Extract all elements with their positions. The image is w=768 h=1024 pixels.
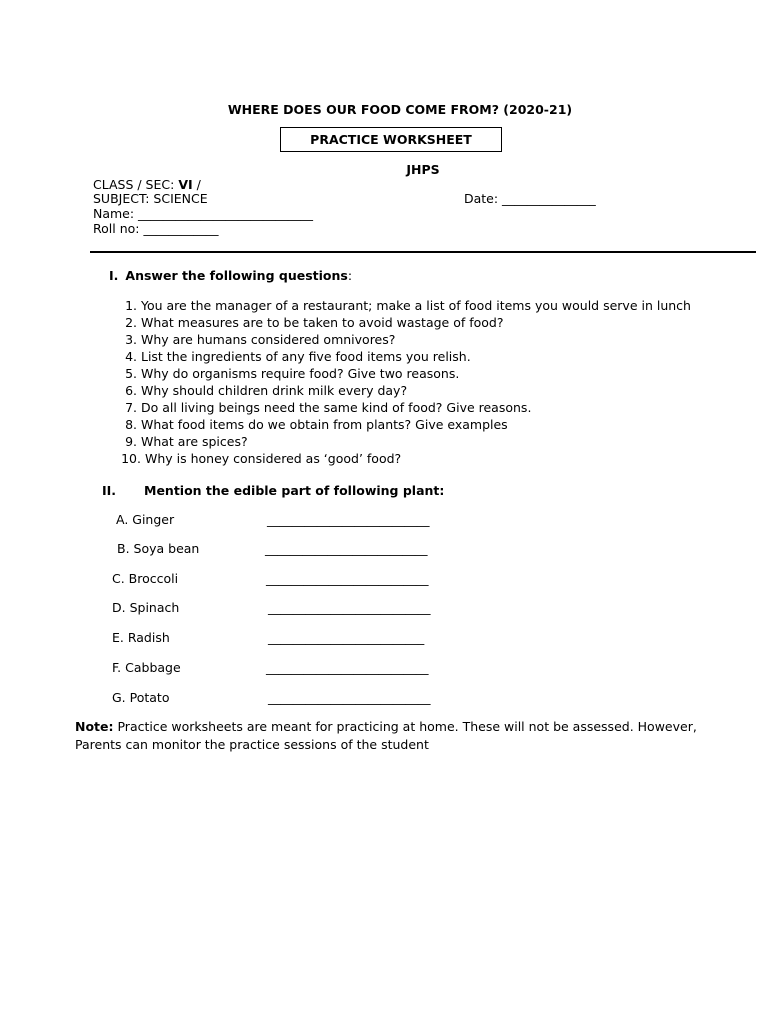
school-name: JHPS: [406, 162, 440, 177]
question-item: 6. Why should children drink milk every day?: [125, 383, 408, 398]
section-1-heading: [109, 268, 352, 283]
note-label: Note:: [75, 719, 114, 734]
section-1-title: Answer the following questions: [125, 268, 348, 283]
horizontal-divider: [90, 251, 756, 253]
question-item: 8. What food items do we obtain from plants? Give examples: [125, 417, 508, 432]
plant-row: [0, 600, 768, 618]
answer-blank: __________________________: [266, 660, 429, 675]
plant-label: F. Cabbage: [112, 660, 181, 675]
answer-blank: __________________________: [268, 600, 431, 615]
plant-row: [0, 512, 768, 530]
class-label: CLASS / SEC:: [93, 177, 179, 192]
answer-blank: __________________________: [266, 571, 429, 586]
question-list: [116, 297, 691, 467]
question-item: 1. You are the manager of a restaurant; make a list of food items you would serve in lunch: [125, 298, 691, 313]
note-paragraph: [75, 718, 735, 754]
question-item: 4. List the ingredients of any five food items you relish.: [125, 349, 471, 364]
section-2-title: Mention the edible part of following plant:: [144, 483, 445, 498]
section-1-numeral: I.: [109, 268, 119, 283]
note-text: Practice worksheets are meant for practicing at home. These will not be assessed. However, Parents can monitor the practice sessions of the student: [75, 719, 697, 752]
class-section-field: [93, 177, 201, 192]
question-item: 9. What are spices?: [125, 434, 248, 449]
answer-blank: __________________________: [267, 512, 430, 527]
section-2-heading: [102, 483, 444, 498]
date-field: Date: _______________: [464, 191, 596, 206]
question-item: 2. What measures are to be taken to avoid wastage of food?: [125, 315, 504, 330]
question-item: 7. Do all living beings need the same kind of food? Give reasons.: [125, 400, 532, 415]
plant-row: [0, 630, 768, 648]
plant-row: [0, 571, 768, 589]
answer-blank: __________________________: [268, 690, 431, 705]
plant-label: B. Soya bean: [117, 541, 200, 556]
subject-field: SUBJECT: SCIENCE: [93, 191, 208, 206]
worksheet-title: WHERE DOES OUR FOOD COME FROM? (2020-21): [227, 102, 573, 117]
question-item: 10. Why is honey considered as ‘good’ food?: [121, 451, 402, 466]
plant-row: [0, 660, 768, 678]
plant-row: [0, 541, 768, 559]
answer-blank: __________________________: [265, 541, 428, 556]
class-suffix: /: [192, 177, 201, 192]
practice-worksheet-heading: PRACTICE WORKSHEET: [280, 127, 502, 152]
roll-number-field: Roll no: ____________: [93, 221, 219, 236]
plant-row: [0, 690, 768, 708]
plant-label: A. Ginger: [116, 512, 175, 527]
answer-blank: _________________________: [268, 630, 425, 645]
plant-label: D. Spinach: [112, 600, 180, 615]
section-1-colon: :: [347, 268, 353, 283]
class-value: VI: [178, 177, 193, 192]
plant-label: C. Broccoli: [112, 571, 179, 586]
section-2-numeral: II.: [102, 483, 117, 498]
name-field: Name: ____________________________: [93, 206, 314, 221]
question-item: 3. Why are humans considered omnivores?: [125, 332, 396, 347]
plant-label: E. Radish: [112, 630, 170, 645]
question-item: 5. Why do organisms require food? Give two reasons.: [125, 366, 460, 381]
plant-label: G. Potato: [112, 690, 170, 705]
